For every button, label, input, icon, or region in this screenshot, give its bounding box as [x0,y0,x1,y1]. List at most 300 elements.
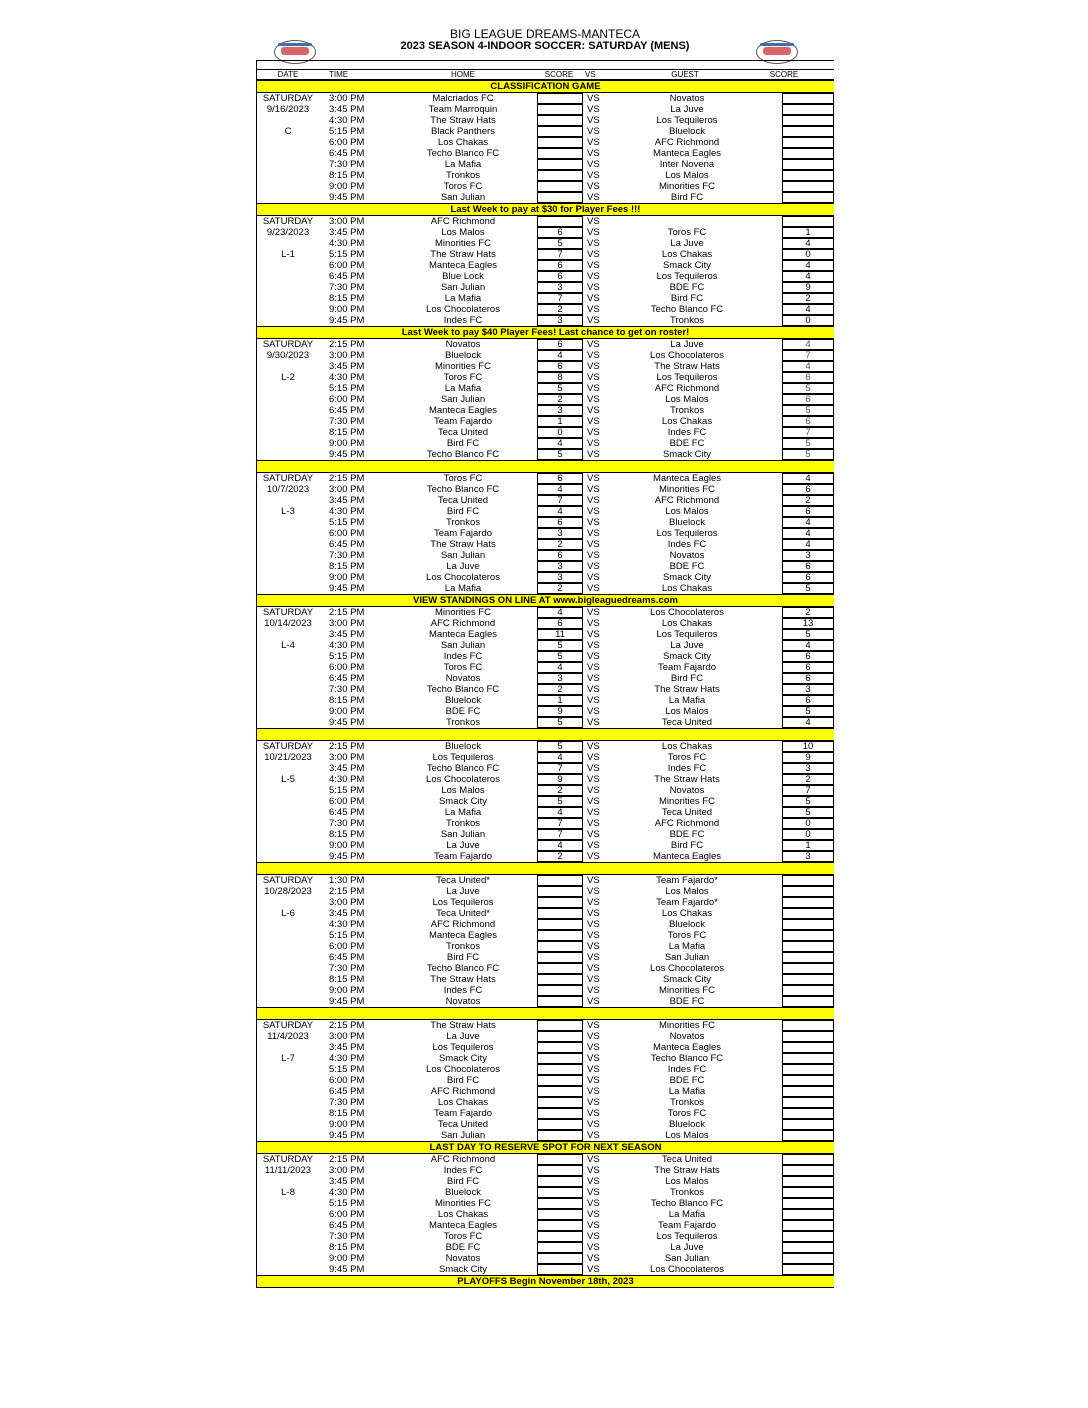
home-score[interactable]: 6 [537,473,583,484]
home-score[interactable]: 6 [537,227,583,238]
game-time: 9:00 PM [329,985,365,996]
game-date [257,851,319,862]
guest-score[interactable] [782,1209,834,1220]
guest-score[interactable]: 3 [782,550,834,561]
guest-score[interactable]: 1 [782,840,834,851]
guest-score[interactable] [782,137,834,148]
home-score[interactable] [537,1042,583,1053]
vs-label: VS [587,561,600,572]
guest-score[interactable]: 2 [782,607,834,618]
home-score[interactable] [537,1264,583,1275]
home-team: La Juve [446,840,480,851]
vs-label: VS [587,416,600,427]
game-date [257,796,319,807]
home-score[interactable] [537,137,583,148]
guest-score[interactable]: 9 [782,282,834,293]
home-score[interactable] [537,216,583,227]
home-score[interactable] [537,170,583,181]
guest-score[interactable]: 0 [782,818,834,829]
guest-score[interactable] [782,1165,834,1176]
game-date [257,427,319,438]
guest-score[interactable] [782,996,834,1007]
game-row [257,438,834,449]
home-score[interactable] [537,1209,583,1220]
home-score[interactable]: 4 [537,438,583,449]
column-header-score: SCORE [544,70,574,79]
guest-team: BDE FC [669,1075,705,1086]
home-score[interactable]: 6 [537,517,583,528]
home-score[interactable]: 5 [537,741,583,752]
guest-team: Bird FC [670,293,704,304]
vs-label: VS [587,1031,600,1042]
home-score[interactable]: 5 [537,383,583,394]
home-team: Bird FC [446,1176,480,1187]
guest-score[interactable] [782,1187,834,1198]
home-score[interactable] [537,1154,583,1165]
guest-score[interactable]: 3 [782,763,834,774]
home-score[interactable] [537,104,583,115]
guest-score[interactable]: 6 [782,572,834,583]
guest-score[interactable] [782,104,834,115]
guest-score[interactable]: 5 [782,438,834,449]
home-score[interactable] [537,930,583,941]
game-time: 6:00 PM [329,260,365,271]
home-score[interactable]: 3 [537,282,583,293]
guest-team: Bluelock [669,1119,705,1130]
home-score[interactable]: 9 [537,706,583,717]
home-score[interactable]: 7 [537,249,583,260]
guest-score[interactable]: 9 [782,752,834,763]
home-score[interactable] [537,897,583,908]
guest-score[interactable] [782,1086,834,1097]
vs-label: VS [587,717,600,728]
home-score[interactable] [537,941,583,952]
guest-team: The Straw Hats [654,1165,720,1176]
vs-label: VS [587,271,600,282]
game-row [257,260,834,271]
vs-label: VS [587,930,600,941]
guest-score[interactable]: 6 [782,561,834,572]
guest-score[interactable] [782,1031,834,1042]
game-date [257,818,319,829]
guest-score[interactable] [782,897,834,908]
home-score[interactable]: 8 [537,372,583,383]
guest-score[interactable] [782,1264,834,1275]
guest-score[interactable]: 6 [782,394,834,405]
game-date: 10/7/2023 [266,484,310,495]
game-time: 2:15 PM [329,1154,365,1165]
guest-score[interactable] [782,1242,834,1253]
guest-score[interactable]: 6 [782,506,834,517]
game-date [257,315,319,326]
home-score[interactable] [537,963,583,974]
game-time: 2:15 PM [329,339,365,350]
home-score[interactable] [537,919,583,930]
guest-score[interactable] [782,886,834,897]
home-score[interactable] [537,1075,583,1086]
home-score[interactable]: 6 [537,361,583,372]
home-score[interactable] [537,952,583,963]
home-score[interactable]: 2 [537,539,583,550]
home-team: Bluelock [445,1187,481,1198]
game-row [257,405,834,416]
guest-score[interactable] [782,952,834,963]
home-score[interactable]: 5 [537,651,583,662]
guest-score[interactable]: 4 [782,539,834,550]
game-time: 9:45 PM [329,996,365,1007]
game-row [257,640,834,651]
home-score[interactable]: 0 [537,427,583,438]
guest-score[interactable]: 0 [782,829,834,840]
guest-score[interactable]: 4 [782,271,834,282]
guest-score[interactable]: 10 [782,741,834,752]
guest-score[interactable] [782,930,834,941]
guest-score[interactable] [782,1075,834,1086]
vs-label: VS [587,249,600,260]
guest-score[interactable] [782,1042,834,1053]
home-score[interactable]: 4 [537,484,583,495]
guest-score[interactable]: 5 [782,405,834,416]
guest-score[interactable]: 7 [782,785,834,796]
guest-score[interactable]: 5 [782,807,834,818]
home-score[interactable]: 3 [537,315,583,326]
vs-label: VS [587,1264,600,1275]
game-row [257,93,834,104]
home-score[interactable]: 7 [537,829,583,840]
home-team: La Mafia [444,383,482,394]
home-score[interactable]: 4 [537,350,583,361]
guest-score[interactable]: 6 [782,372,834,383]
home-score[interactable]: 5 [537,796,583,807]
home-score[interactable]: 1 [537,695,583,706]
guest-team: Toros FC [667,1108,707,1119]
home-score[interactable] [537,181,583,192]
guest-score[interactable]: 4 [782,304,834,315]
game-time: 6:45 PM [329,807,365,818]
home-score[interactable] [537,1231,583,1242]
home-score[interactable]: 5 [537,238,583,249]
home-score[interactable] [537,1053,583,1064]
game-date [257,1130,319,1141]
guest-score[interactable]: 5 [782,706,834,717]
guest-score[interactable] [782,170,834,181]
home-score[interactable] [537,1097,583,1108]
vs-label: VS [587,282,600,293]
home-score[interactable]: 6 [537,271,583,282]
guest-score[interactable]: 4 [782,717,834,728]
home-score[interactable] [537,1165,583,1176]
guest-score[interactable] [782,1231,834,1242]
guest-score[interactable] [782,1198,834,1209]
home-score[interactable]: 7 [537,818,583,829]
guest-score[interactable]: 4 [782,339,834,350]
guest-score[interactable]: 3 [782,851,834,862]
game-time: 6:45 PM [329,1086,365,1097]
guest-score[interactable]: 13 [782,618,834,629]
game-time: 4:30 PM [329,238,365,249]
game-date [257,1209,319,1220]
home-score[interactable] [537,908,583,919]
guest-score[interactable]: 0 [782,315,834,326]
home-score[interactable]: 4 [537,752,583,763]
home-score[interactable]: 4 [537,506,583,517]
guest-score[interactable]: 2 [782,774,834,785]
home-team: Team Fajardo [433,851,493,862]
game-time: 4:30 PM [329,506,365,517]
home-score[interactable]: 4 [537,662,583,673]
game-row [257,829,834,840]
home-score[interactable]: 6 [537,260,583,271]
guest-team: Los Malos [665,506,709,517]
guest-team: La Juve [670,640,704,651]
home-score[interactable] [537,1253,583,1264]
game-date [257,952,319,963]
home-score[interactable] [537,1220,583,1231]
home-score[interactable] [537,1020,583,1031]
guest-score[interactable] [782,192,834,203]
guest-score[interactable] [782,1064,834,1075]
vs-label: VS [587,1231,600,1242]
guest-score[interactable]: 6 [782,484,834,495]
home-score[interactable]: 2 [537,851,583,862]
game-time: 9:00 PM [329,572,365,583]
home-score[interactable] [537,159,583,170]
week-banner: CLASSIFICATION GAME [257,80,834,93]
vs-label: VS [587,807,600,818]
home-score[interactable] [537,1242,583,1253]
home-score[interactable]: 3 [537,528,583,539]
vs-label: VS [587,572,600,583]
home-score[interactable] [537,996,583,1007]
home-team: Toros FC [443,181,483,192]
guest-team: The Straw Hats [654,684,720,695]
home-score[interactable]: 1 [537,416,583,427]
guest-score[interactable]: 7 [782,350,834,361]
guest-score[interactable]: 5 [782,796,834,807]
guest-score[interactable]: 5 [782,383,834,394]
guest-team: Team Fajardo [657,1220,717,1231]
guest-score[interactable]: 6 [782,416,834,427]
guest-team: Bluelock [669,517,705,528]
game-row [257,651,834,662]
guest-score[interactable] [782,1253,834,1264]
guest-score[interactable] [782,181,834,192]
game-time: 9:45 PM [329,851,365,862]
guest-score[interactable] [782,1130,834,1141]
guest-team: Los Tequileros [656,528,718,539]
guest-score[interactable] [782,1119,834,1130]
game-date [257,539,319,550]
game-date [257,1176,319,1187]
vs-label: VS [587,618,600,629]
game-row [257,550,834,561]
vs-label: VS [587,304,600,315]
guest-team: BDE FC [669,561,705,572]
home-score[interactable] [537,126,583,137]
guest-score[interactable] [782,1097,834,1108]
guest-score[interactable]: 2 [782,293,834,304]
game-row [257,159,834,170]
home-score[interactable] [537,1198,583,1209]
home-score[interactable] [537,875,583,886]
home-score[interactable] [537,192,583,203]
guest-team: La Mafia [668,941,706,952]
guest-score[interactable]: 2 [782,495,834,506]
home-score[interactable]: 2 [537,785,583,796]
game-date: SATURDAY [262,339,314,350]
home-score[interactable] [537,1064,583,1075]
home-team: Team Fajardo [433,1108,493,1119]
home-score[interactable]: 3 [537,405,583,416]
home-score[interactable] [537,1187,583,1198]
guest-score[interactable]: 7 [782,427,834,438]
guest-score[interactable]: 4 [782,517,834,528]
guest-score[interactable]: 4 [782,260,834,271]
home-team: San Julian [440,394,486,405]
game-row [257,449,834,460]
game-time: 9:45 PM [329,192,365,203]
guest-score[interactable] [782,974,834,985]
game-time: 3:00 PM [329,484,365,495]
guest-score[interactable] [782,963,834,974]
guest-score[interactable]: 6 [782,695,834,706]
game-row [257,539,834,550]
game-row [257,416,834,427]
home-score[interactable]: 5 [537,449,583,460]
guest-score[interactable] [782,126,834,137]
vs-label: VS [587,115,600,126]
home-score[interactable] [537,974,583,985]
home-score[interactable]: 2 [537,394,583,405]
guest-score[interactable]: 4 [782,238,834,249]
home-score[interactable] [537,1176,583,1187]
home-score[interactable] [537,93,583,104]
guest-score[interactable] [782,1176,834,1187]
game-date: 10/28/2023 [264,886,312,897]
home-score[interactable] [537,1130,583,1141]
guest-score[interactable]: 6 [782,673,834,684]
guest-score[interactable]: 5 [782,583,834,594]
home-score[interactable]: 3 [537,561,583,572]
game-row [257,774,834,785]
home-team: Malcriados FC [432,93,494,104]
guest-score[interactable] [782,1154,834,1165]
home-score[interactable]: 5 [537,640,583,651]
guest-team: Los Tequileros [656,1231,718,1242]
guest-score[interactable]: 4 [782,473,834,484]
guest-score[interactable] [782,216,834,227]
home-score[interactable]: 9 [537,774,583,785]
home-score[interactable] [537,985,583,996]
home-score[interactable]: 2 [537,583,583,594]
guest-score[interactable]: 5 [782,449,834,460]
guest-score[interactable] [782,1220,834,1231]
vs-label: VS [587,741,600,752]
home-score[interactable] [537,886,583,897]
home-score[interactable] [537,1108,583,1119]
guest-team: Los Chakas [661,618,713,629]
vs-label: VS [587,774,600,785]
home-score[interactable]: 7 [537,495,583,506]
home-team: La Juve [446,561,480,572]
home-score[interactable]: 5 [537,717,583,728]
home-score[interactable] [537,1119,583,1130]
home-team: La Mafia [444,807,482,818]
home-score[interactable] [537,115,583,126]
vs-label: VS [587,851,600,862]
home-score[interactable]: 2 [537,304,583,315]
guest-score[interactable] [782,1108,834,1119]
home-score[interactable]: 4 [537,807,583,818]
guest-score[interactable] [782,1020,834,1031]
game-row [257,1154,834,1165]
game-date [257,260,319,271]
home-score[interactable] [537,148,583,159]
guest-score[interactable]: 5 [782,629,834,640]
guest-score[interactable]: 6 [782,662,834,673]
game-time: 6:45 PM [329,539,365,550]
guest-score[interactable] [782,908,834,919]
home-score[interactable]: 3 [537,572,583,583]
home-team: Techo Blanco FC [426,449,500,460]
home-team: The Straw Hats [430,249,496,260]
vs-label: VS [587,785,600,796]
guest-score[interactable]: 0 [782,249,834,260]
home-score[interactable]: 6 [537,550,583,561]
guest-score[interactable] [782,985,834,996]
guest-score[interactable]: 4 [782,528,834,539]
home-score[interactable]: 6 [537,618,583,629]
home-score[interactable] [537,1031,583,1042]
guest-score[interactable]: 1 [782,227,834,238]
guest-score[interactable] [782,875,834,886]
game-row [257,1242,834,1253]
game-row [257,170,834,181]
home-team: Los Chocolateros [426,572,500,583]
guest-score[interactable]: 4 [782,640,834,651]
home-score[interactable]: 11 [537,629,583,640]
vs-label: VS [587,908,600,919]
game-row [257,282,834,293]
home-score[interactable]: 2 [537,684,583,695]
game-date [257,941,319,952]
guest-score[interactable]: 4 [782,361,834,372]
guest-score[interactable]: 3 [782,684,834,695]
home-score[interactable]: 6 [537,339,583,350]
guest-score[interactable] [782,919,834,930]
game-row [257,1042,834,1053]
home-score[interactable]: 7 [537,763,583,774]
home-score[interactable]: 4 [537,607,583,618]
guest-team: Smack City [662,572,712,583]
guest-team: Smack City [662,260,712,271]
home-score[interactable] [537,1086,583,1097]
guest-score[interactable] [782,1053,834,1064]
game-date [257,449,319,460]
home-score[interactable]: 4 [537,840,583,851]
home-score[interactable]: 3 [537,673,583,684]
guest-score[interactable] [782,115,834,126]
game-date: 10/21/2023 [264,752,312,763]
guest-score[interactable] [782,159,834,170]
guest-score[interactable] [782,941,834,952]
guest-score[interactable]: 6 [782,651,834,662]
guest-score[interactable] [782,148,834,159]
guest-score[interactable] [782,93,834,104]
home-score[interactable]: 7 [537,293,583,304]
game-row [257,985,834,996]
home-team: AFC Richmond [430,216,496,227]
